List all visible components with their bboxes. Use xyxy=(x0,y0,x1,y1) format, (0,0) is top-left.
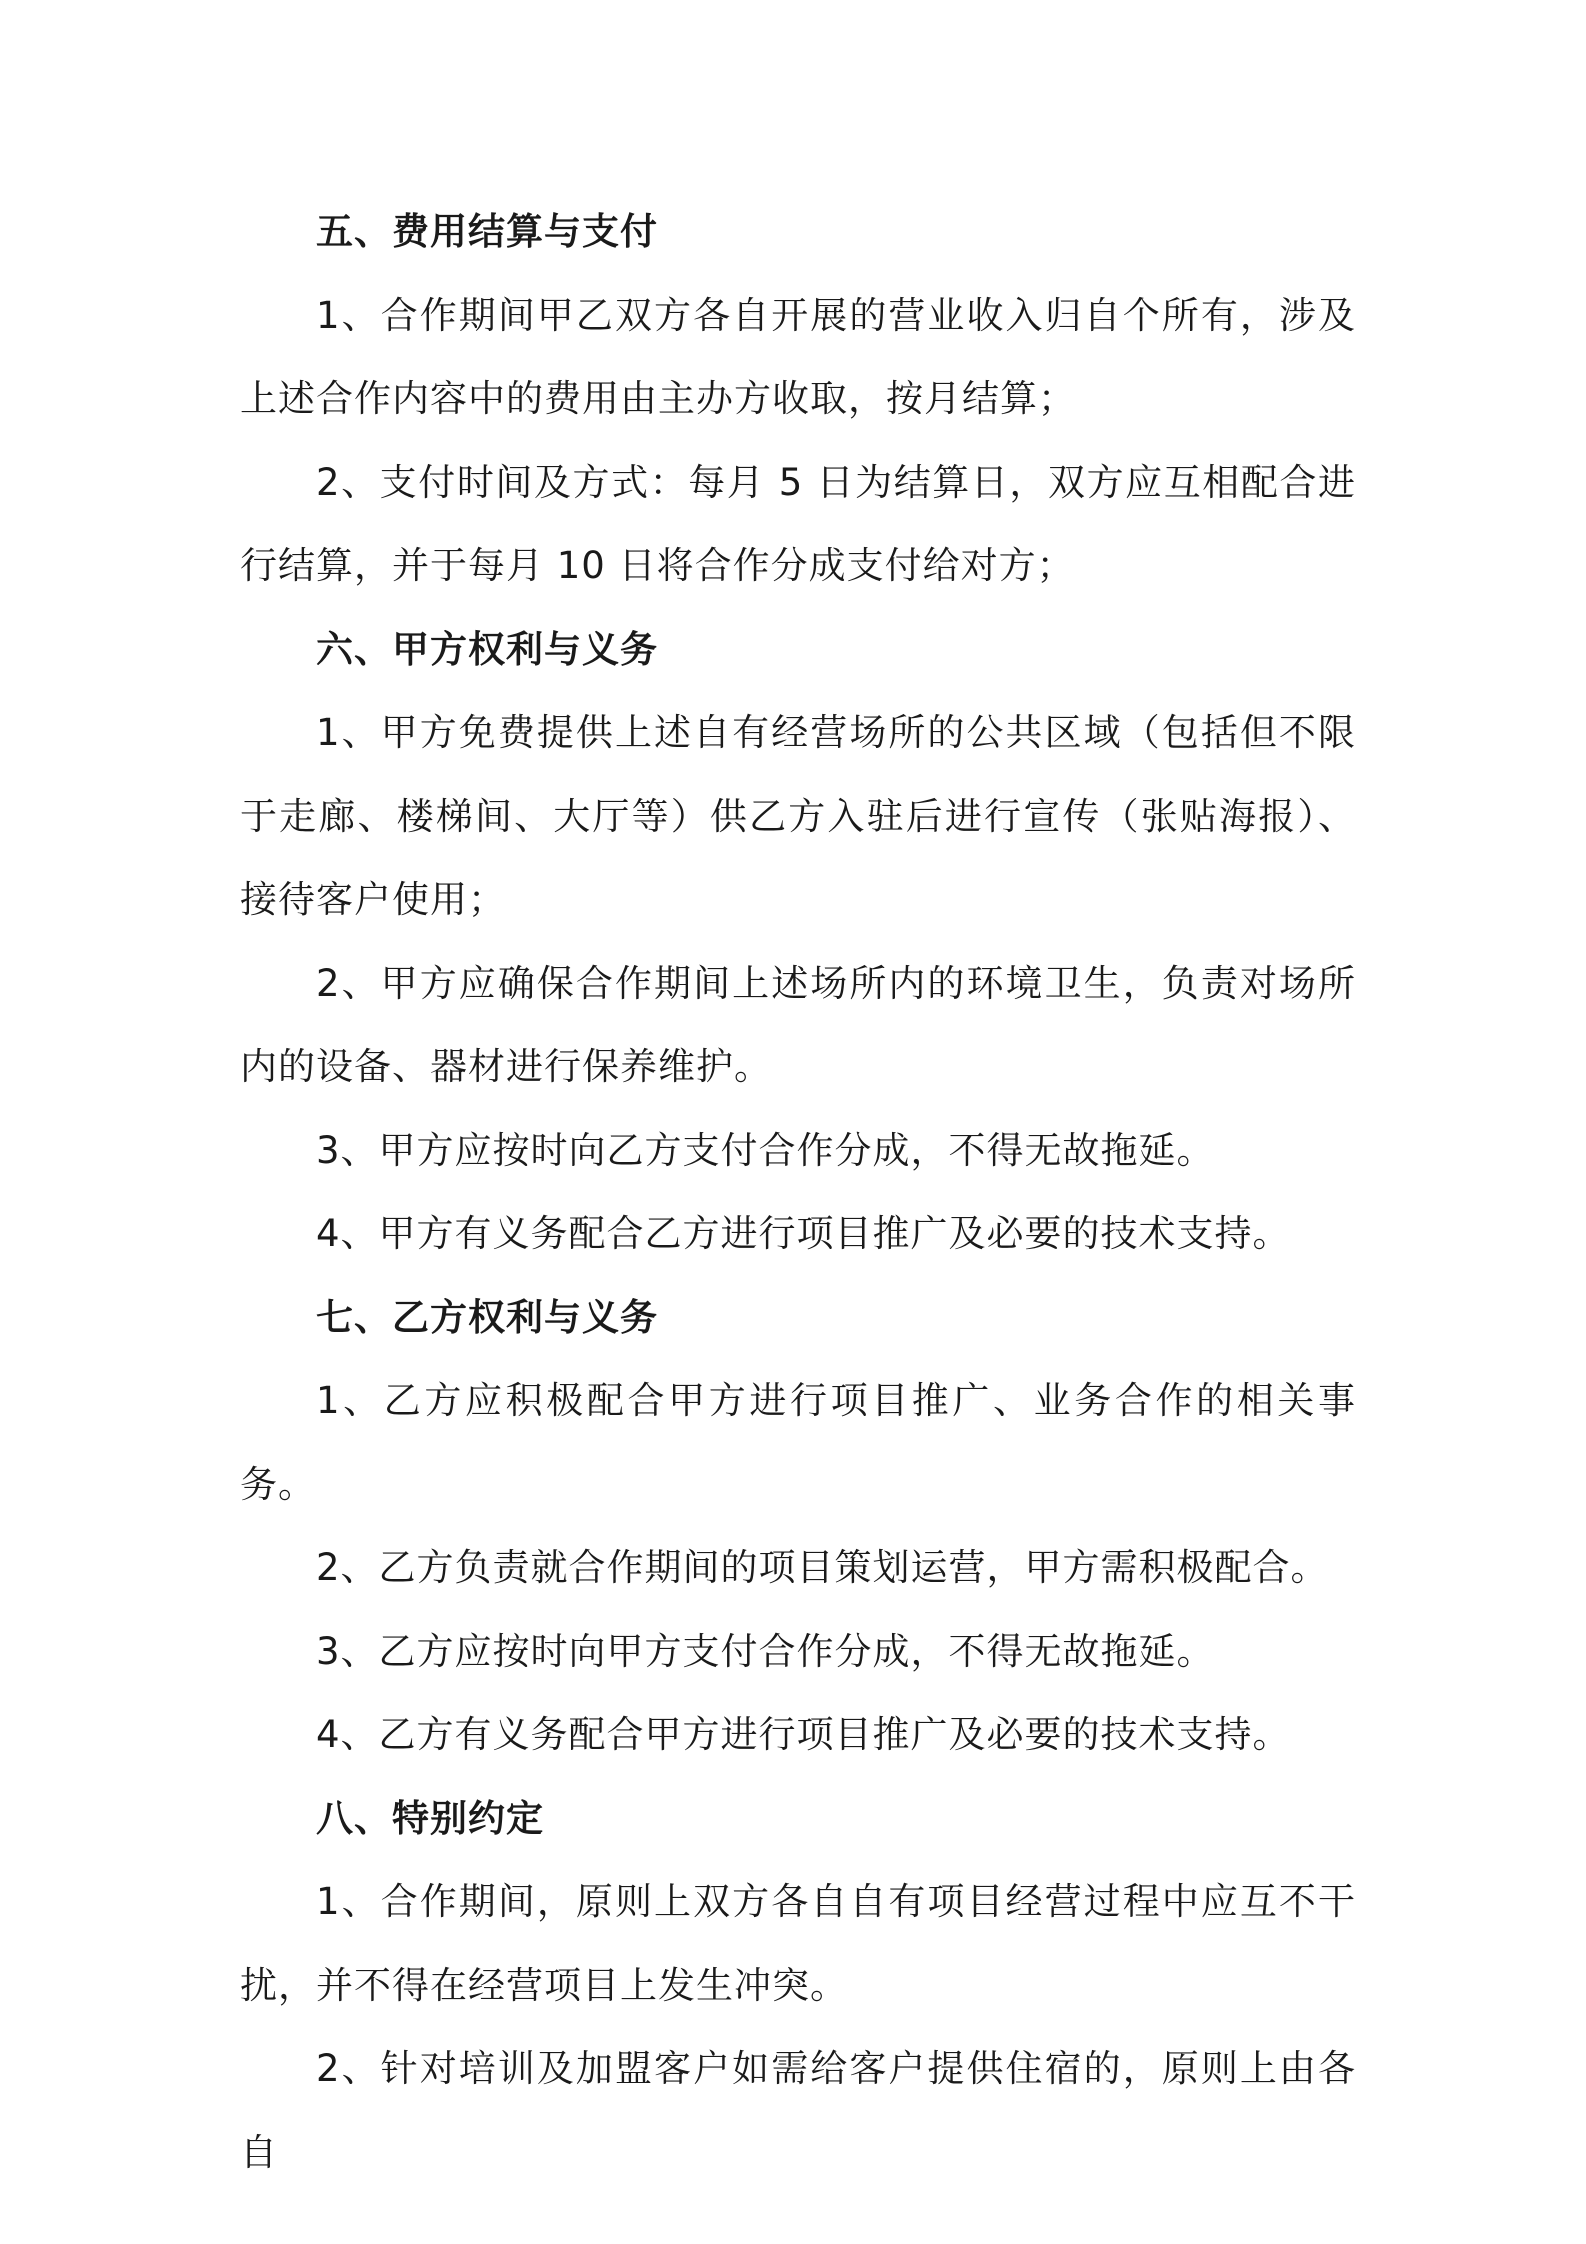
document-body xyxy=(240,190,1356,2194)
paragraph-8-1: 1、合作期间，原则上双方各自自有项目经营过程中应互不干扰，并不得在经营项目上发生冲突。 xyxy=(240,1880,1356,2007)
paragraph-7-2: 2、乙方负责就合作期间的项目策划运营，甲方需积极配合。 xyxy=(316,1546,1329,1589)
section-heading-7: 七、乙方权利与义务 xyxy=(316,1295,658,1339)
section-heading-6: 六、甲方权利与义务 xyxy=(316,627,658,671)
paragraph-6-4: 4、甲方有义务配合乙方进行项目推广及必要的技术支持。 xyxy=(316,1212,1291,1255)
paragraph-6-1: 1、甲方免费提供上述自有经营场所的公共区域（包括但不限于走廊、楼梯间、大厅等）供乙方入驻后进行宣传（张贴海报）、接待客户使用； xyxy=(240,711,1356,921)
paragraph-8-2: 2、针对培训及加盟客户如需给客户提供住宿的，原则上由各自 xyxy=(240,2047,1356,2174)
section-heading-5: 五、费用结算与支付 xyxy=(316,210,658,253)
paragraph-5-1: 1、合作期间甲乙双方各自开展的营业收入归自个所有，涉及上述合作内容中的费用由主办方收取，按月结算； xyxy=(240,293,1356,420)
section-heading-8: 八、特别约定 xyxy=(316,1796,544,1840)
paragraph-7-1: 1、乙方应积极配合甲方进行项目推广、业务合作的相关事务。 xyxy=(240,1379,1356,1506)
paragraph-7-3: 3、乙方应按时向甲方支付合作分成，不得无故拖延。 xyxy=(316,1629,1215,1673)
paragraph-5-2: 2、支付时间及方式：每月 5 日为结算日，双方应互相配合进行结算，并于每月 10 日将合作分成支付给对方； xyxy=(240,460,1356,587)
paragraph-6-3: 3、甲方应按时向乙方支付合作分成，不得无故拖延。 xyxy=(316,1128,1215,1172)
paragraph-7-4: 4、乙方有义务配合甲方进行项目推广及必要的技术支持。 xyxy=(316,1713,1291,1756)
paragraph-6-2: 2、甲方应确保合作期间上述场所内的环境卫生，负责对场所内的设备、器材进行保养维护。 xyxy=(240,961,1356,1088)
